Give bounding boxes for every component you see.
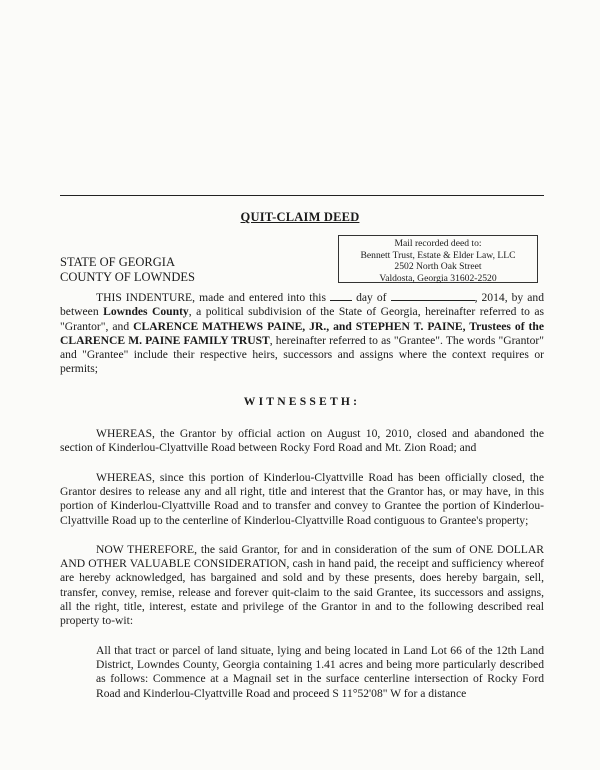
now-therefore-paragraph: NOW THEREFORE, the said Grantor, for and in consideration of the sum of ONE DOLLAR AND OTHER VALUABLE CONSIDERATION, cash in hand paid, the receipt and sufficiency whereof are hereby acknowledged, has bargained and sold and by these presents, does hereby bargain, sell, transfer, convey, remise, release and forever quit-claim to the said Grantee, its successors and assigns, all the right, title, interest, estate and privilege of the Grantor in and to the following described real property to-wit: [60,542,544,628]
document-title: QUIT-CLAIM DEED [240,210,360,224]
mail-to-firm: Bennett Trust, Estate & Elder Law, LLC [360,249,516,261]
county-line: COUNTY OF LOWNDES [60,270,195,284]
indenture-paragraph [60,290,544,377]
grantor-name: Lowndes County [103,305,189,319]
deed-body [60,290,544,716]
day-blank [330,290,352,301]
indenture-text-5: , hereinafter referred to as "Grantee". The words "Grantor" and "Grantee" include their respective heirs, successors and assigns where the context requires or permits; [60,333,544,376]
venue-block [60,255,195,285]
indenture-text-2: day of [352,291,391,304]
mail-to-box [338,235,538,283]
mail-to-label: Mail recorded deed to: [394,238,482,249]
legal-description: All that tract or parcel of land situate, lying and being located in Land Lot 66 of the 12th Land District, Lowndes County, Georgia containing 1.41 acres and being more particularly described as follows: Commence at a Magnail set in the surface centerline intersection of Rocky Ford Road and Kinderlou-Clyattville Road and proceed S 11°52'08" W for a distance [96,643,544,700]
indenture-text-4: , a political subdivision of the State of Georgia, hereinafter referred to as "Grantor", and [60,305,545,333]
month-blank [391,290,475,301]
witnesseth-heading: WITNESSETH: [243,394,361,408]
mail-to-city: Valdosta, Georgia 31602-2520 [379,272,497,284]
header-rule [60,195,544,196]
grantee-name: CLARENCE MATHEWS PAINE, JR., and STEPHEN T. PAINE, Trustees of the CLARENCE M. PAINE FAMILY TRUST [60,319,544,347]
whereas-paragraph-2: WHEREAS, since this portion of Kinderlou-Clyattville Road has been officially closed, the Grantor desires to release any and all right, title and interest that the Grantor has, or may have, in this portion of Kinderlou-Clyattville Road and to transfer and convey to Grantee the portion of Kinderlou-Clyattville Road up to the centerline of Kinderlou-Clyattville Road contiguous to Grantee's property; [60,470,544,527]
state-line: STATE OF GEORGIA [60,255,175,269]
indenture-text-3: , 2014, by and between [60,291,545,319]
mail-to-street: 2502 North Oak Street [394,261,482,272]
whereas-paragraph-1: WHEREAS, the Grantor by official action on August 10, 2010, closed and abandoned the section of Kinderlou-Clyattville Road between Rocky Ford Road and Mt. Zion Road; and [60,427,544,455]
indenture-text-1: THIS INDENTURE, made and entered into this [96,291,331,304]
